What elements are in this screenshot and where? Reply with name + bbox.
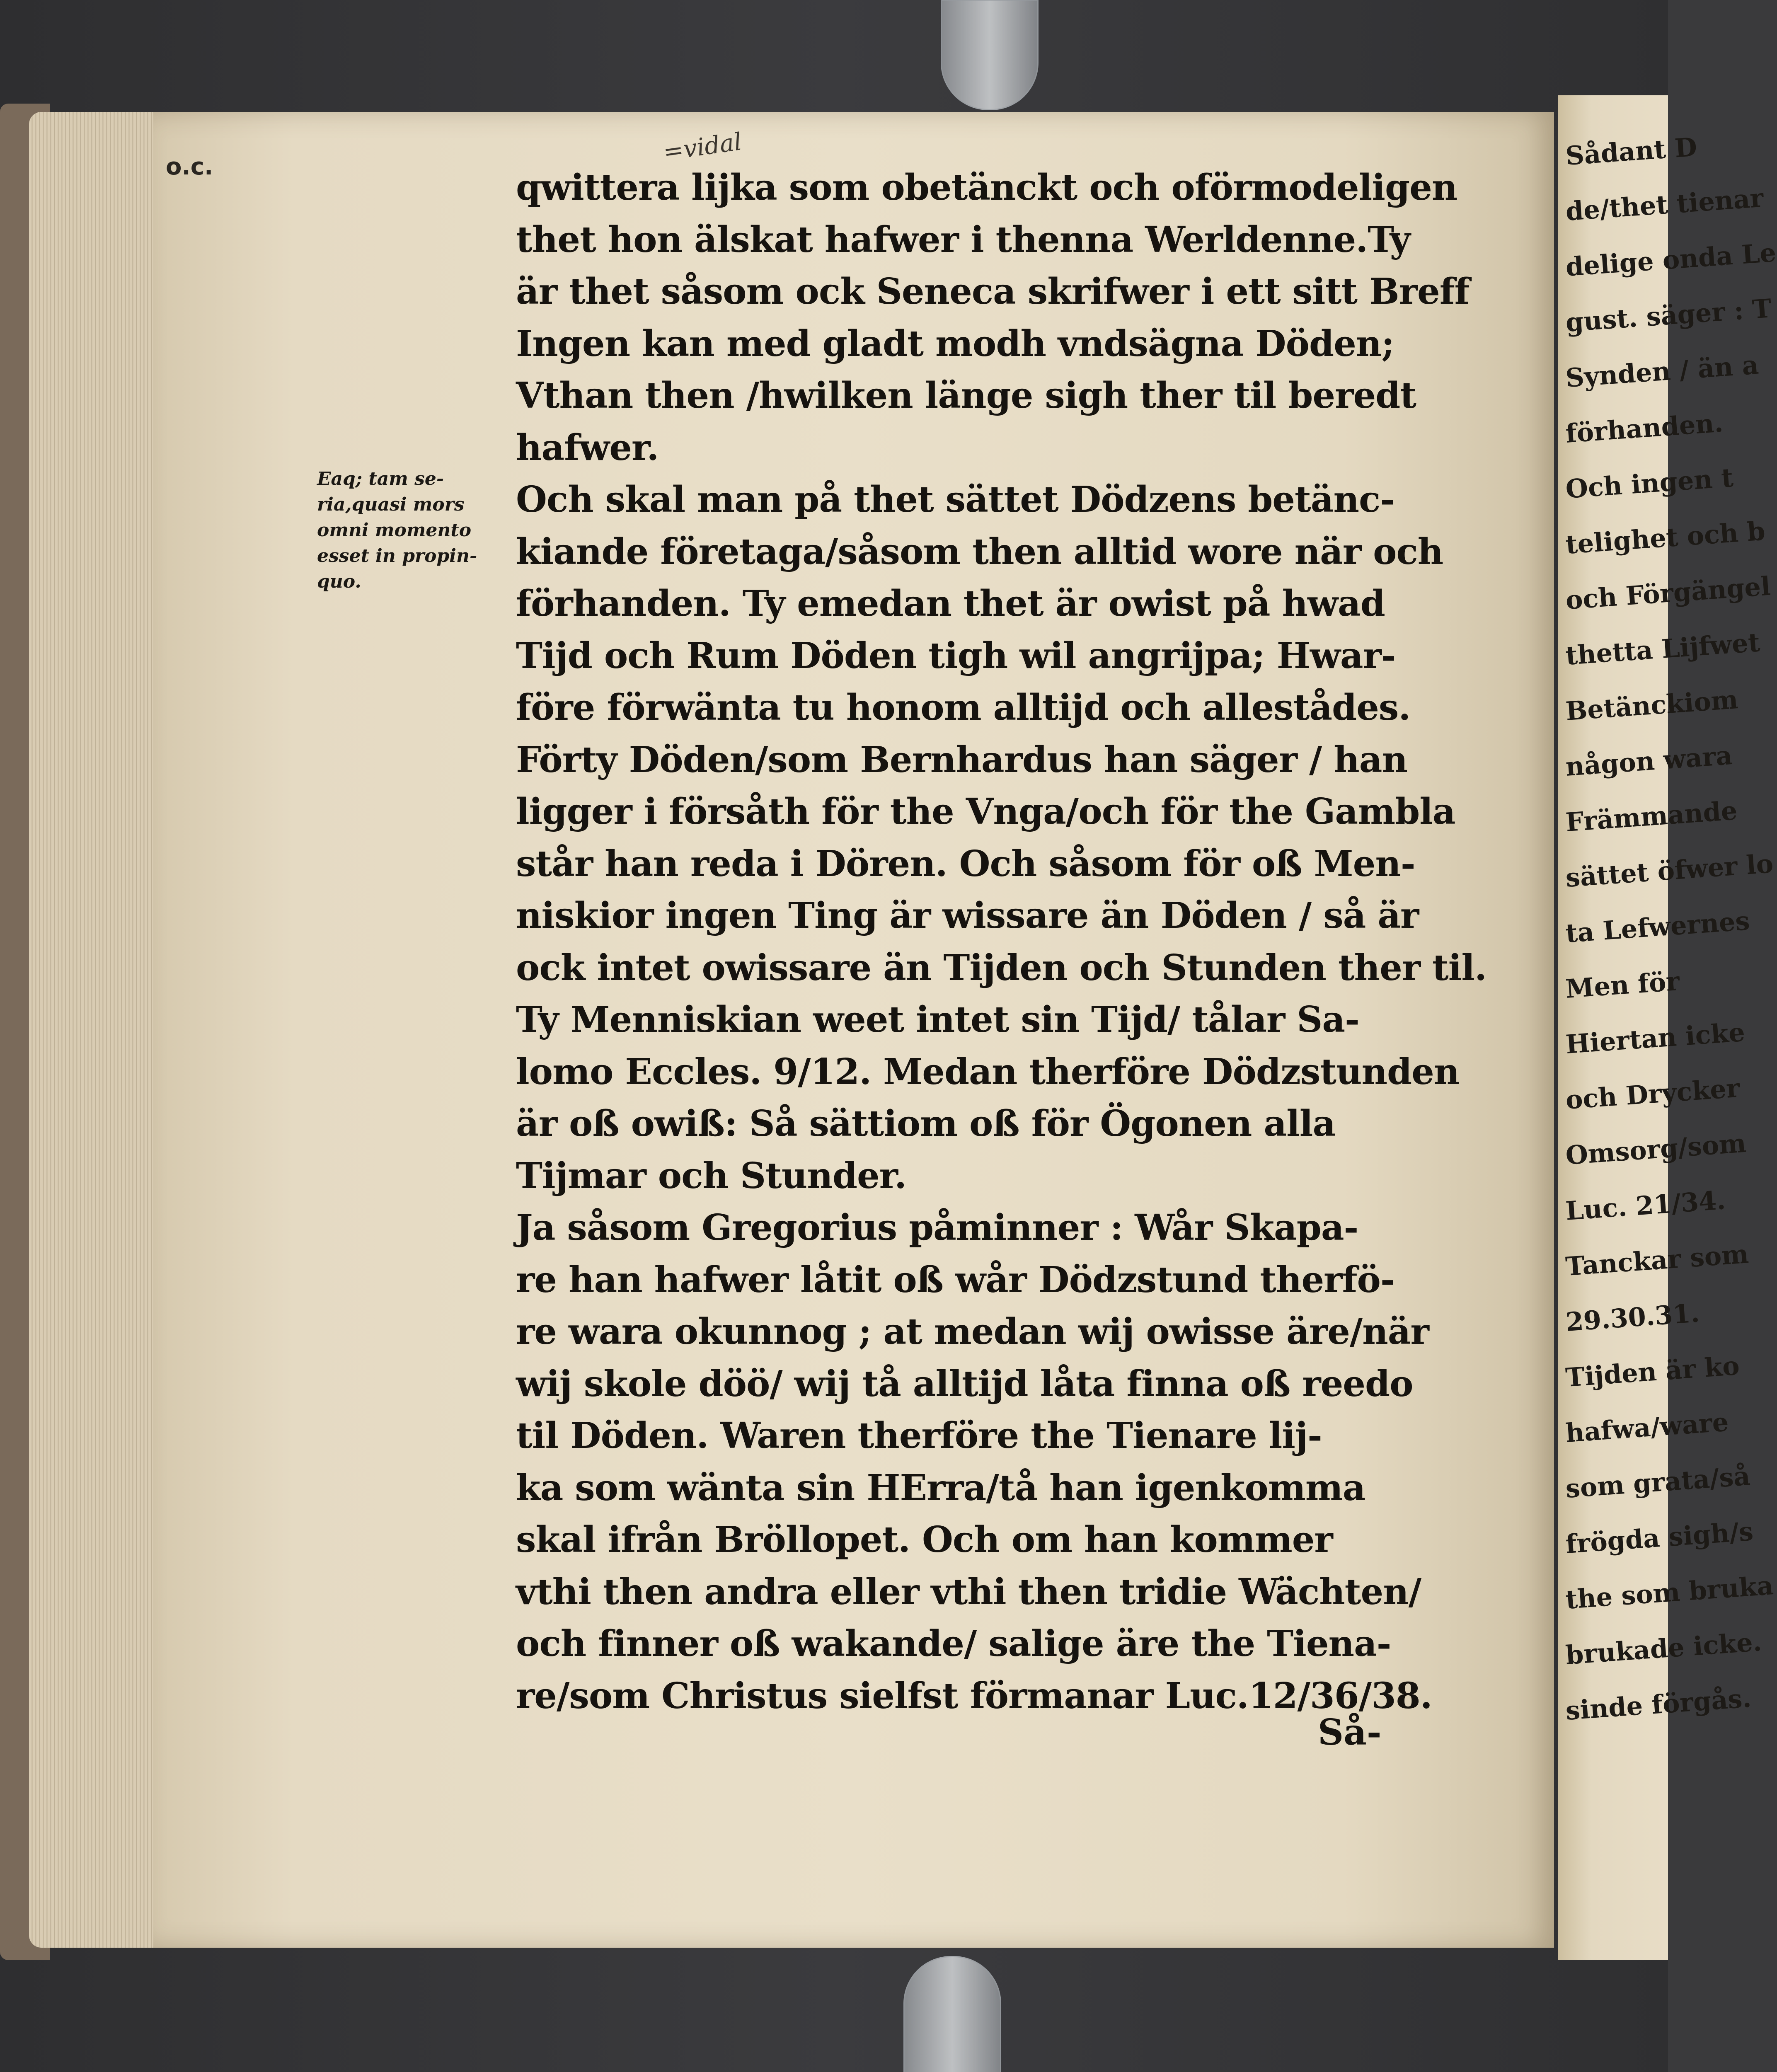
next-page-line: någon wara: [1564, 740, 1733, 782]
next-page-line: thetta Lijfwet: [1564, 627, 1761, 671]
marginal-line: esset in propin-: [317, 545, 477, 566]
next-page-line: sättet öfwer lo: [1564, 848, 1775, 893]
next-page-fragment: [1558, 95, 1777, 1960]
next-page-line: sinde förgås.: [1564, 1682, 1753, 1726]
next-page-line: Men för: [1564, 966, 1681, 1004]
next-page-line: 29.30.31.: [1564, 1297, 1701, 1337]
text-line: Och skal man på thet sättet Dödzens betänc-: [516, 479, 1395, 520]
text-line: re han hafwer låtit oß wår Dödzstund therfö-: [516, 1259, 1395, 1301]
next-page-line: Sådant D: [1564, 131, 1698, 171]
catchword: Så-: [1318, 1711, 1382, 1753]
text-line: qwittera lijka som obetänckt och oförmodeligen: [516, 167, 1457, 208]
marginal-line: omni momento: [317, 520, 472, 541]
text-line: förhanden. Ty emedan thet är owist på hwad: [516, 583, 1385, 625]
next-page-line: telighet och b: [1564, 516, 1766, 560]
top-page-clip: [941, 0, 1039, 110]
next-page-line: delige onda Le: [1564, 237, 1777, 282]
next-page-line: Främmande: [1564, 795, 1738, 838]
text-line: thet hon älskat hafwer i thenna Werldenne.Ty: [516, 218, 1410, 261]
text-line: Ty Menniskian weet intet sin Tijd/ tålar Sa-: [516, 999, 1359, 1041]
page-stack-edges: [29, 112, 162, 1948]
text-line: wij skole döö/ wij tå alltijd låta finna oß reedo: [516, 1363, 1413, 1405]
handwritten-annotation: =vidal: [661, 127, 743, 166]
next-page-line: frögda sigh/s: [1564, 1516, 1755, 1559]
marginal-line: ria,quasi mors: [317, 494, 465, 515]
main-text-block: [516, 162, 1487, 1722]
next-page-line: som grata/så: [1564, 1460, 1751, 1504]
text-line: kiande företaga/såsom then alltid wore när och: [516, 530, 1443, 573]
next-page-line: ta Lefwernes: [1564, 905, 1751, 949]
next-page-line: Tanckar som: [1564, 1239, 1750, 1282]
text-line: Ingen kan med gladt modh vndsägna Döden;: [516, 322, 1394, 365]
next-page-line: Luc. 21/34.: [1564, 1185, 1726, 1226]
text-line: och finner oß wakande/ salige äre the Tiena-: [516, 1623, 1391, 1665]
text-line: är thet såsom ock Seneca skrifwer i ett sitt Breff: [516, 271, 1470, 312]
text-line: Tijd och Rum Döden tigh wil angrijpa; Hwar-: [516, 634, 1396, 677]
next-page-line: Och ingen t: [1564, 462, 1734, 504]
text-line: til Döden. Waren therföre the Tienare lij-: [516, 1415, 1322, 1457]
next-page-line: gust. säger : T: [1564, 293, 1773, 338]
next-page-line: Omsorg/som: [1564, 1128, 1747, 1171]
text-line: lomo Eccles. 9/12. Medan therföre Dödzstunden: [516, 1051, 1460, 1093]
text-line: Vthan then /hwilken länge sigh ther til beredt: [516, 375, 1416, 416]
text-line: Ja såsom Gregorius påminner : Wår Skapa-: [516, 1207, 1358, 1249]
text-line: ka som wänta sin HErra/tå han igenkomma: [516, 1467, 1365, 1509]
corner-mark: o.c.: [166, 153, 213, 180]
marginal-line: Eaq; tam se-: [317, 468, 444, 489]
text-line: hafwer.: [516, 426, 659, 469]
next-page-line: hafwa/ware: [1564, 1406, 1730, 1448]
bottom-page-clip: [903, 1956, 1001, 2072]
text-line: niskior ingen Ting är wissare än Döden / så är: [516, 895, 1419, 937]
next-page-line: Tijden är ko: [1564, 1350, 1741, 1393]
text-line: står han reda i Dören. Och såsom för oß Men-: [516, 842, 1415, 885]
marginal-line: quo.: [317, 571, 361, 592]
text-line: re/som Christus sielfst förmanar Luc.12/36/38.: [516, 1675, 1432, 1717]
next-page-line: de/thet tienar: [1564, 182, 1765, 227]
next-page-line: brukade icke.: [1564, 1627, 1763, 1670]
text-line: ligger i försåth för the Vnga/och för the Gambla: [516, 791, 1455, 833]
text-line: Förty Döden/som Bernhardus han säger / han: [516, 738, 1407, 781]
text-line: är oß owiß: Så sättiom oß för Ögonen alla: [516, 1103, 1336, 1145]
next-page-line: och Drycker: [1564, 1072, 1741, 1115]
text-line: före förwänta tu honom alltijd och allestådes.: [516, 687, 1411, 729]
text-line: re wara okunnog ; at medan wij owisse äre/när: [516, 1311, 1429, 1353]
marginal-note: [317, 466, 512, 595]
next-page-line: Synden / än a: [1564, 349, 1760, 393]
text-line: Tijmar och Stunder.: [516, 1155, 907, 1197]
next-page-line: Betänckiom: [1564, 684, 1739, 726]
text-line: vthi then andra eller vthi then tridie Wächten/: [516, 1571, 1421, 1613]
next-page-line: Hiertan icke: [1564, 1017, 1746, 1060]
text-line: ock intet owissare än Tijden och Stunden ther til.: [516, 946, 1487, 989]
text-line: skal ifrån Bröllopet. Och om han kommer: [516, 1519, 1333, 1561]
next-page-line: och Förgängel: [1564, 571, 1772, 615]
next-page-line: the som bruka: [1564, 1570, 1775, 1615]
next-page-line: förhanden.: [1564, 407, 1724, 449]
